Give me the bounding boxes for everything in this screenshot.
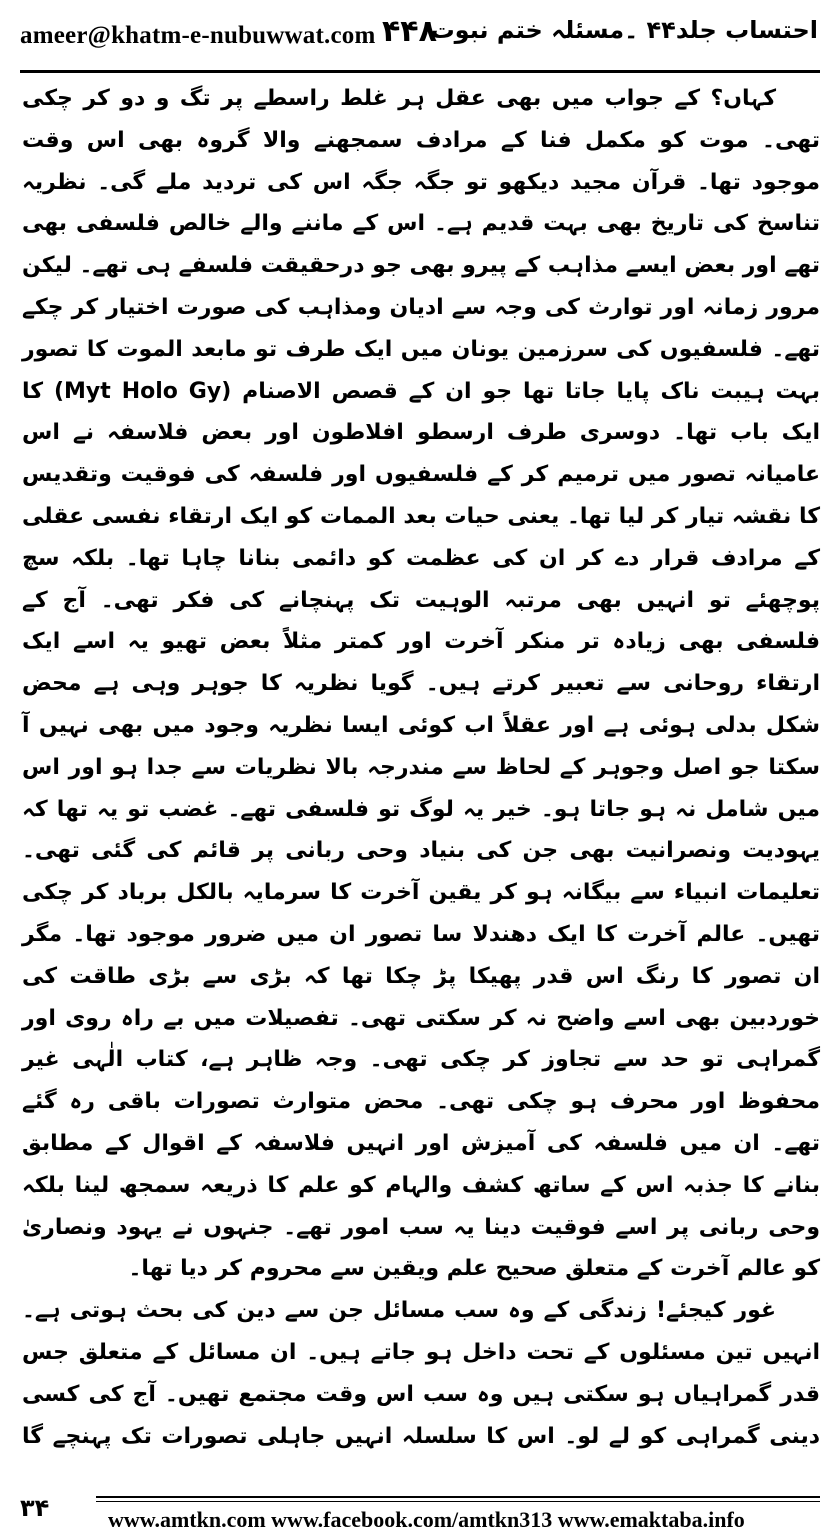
- header-title: احتساب جلد۴۴ ۔مسئلہ ختم نبوت: [430, 16, 818, 44]
- page-footer: [0, 1488, 840, 1540]
- footer-page-number: ۳۴: [20, 1494, 50, 1522]
- header-email: ameer@khatm-e-nubuwwat.com: [20, 22, 376, 49]
- header-page-number: ۴۴۸: [382, 14, 437, 49]
- footer-divider: [96, 1496, 820, 1498]
- page-header: [0, 0, 840, 78]
- paragraph-2: غور کیجئے! زندگی کے وہ سب مسائل جن سے دین کی بحث ہوتی ہے۔ انہیں تین مسئلوں کے تحت داخل ہو جاتے ہیں۔ ان مسائل کے متعلق جس قدر گمراہیاں ہو سکتی ہیں وہ سب اس وقت مجتمع تھیں۔ آج کی کسی دینی گمراہی کو لے لو۔ اس کا سلسلہ انہیں جاہلی تصورات تک پہنچے گا: [22, 1298, 821, 1449]
- header-divider: [20, 70, 820, 73]
- paragraph-1: کہاں؟ کے جواب میں بھی عقل ہر غلط راسطے پر تگ و دو کر چکی تھی۔ موت کو مکمل فنا کے مرادف سمجھنے والا گروہ بھی اس وقت موجود تھا۔ قرآن مجید دیکھو تو جگہ جگہ اس کی تردید ملے گی۔ نظریہ تناسخ کی تاریخ بھی بہت قدیم ہے۔ اس کے ماننے والے خالص فلسفی بھی تھے اور بعض ایسے مذاہب کے پیرو بھی جو درحقیقت فلسفے ہی تھے۔ لیکن مرور زمانہ اور توارث کی وجہ سے ادیان ومذاہب کی صورت اختیار کر چکے تھے۔ فلسفیوں کی سرزمین یونان میں ایک طرف تو مابعد الموت کا تصور بہت ہیبت ناک پایا جاتا تھا جو ان کے قصص الاصنام (Myt Holo Gy) کا ایک باب تھا۔ دوسری طرف ارسطو افلاطون اور بعض فلاسفہ نے اس عامیانہ تصور میں ترمیم کر کے فلسفیوں اور فلسفہ کی فوقیت وتقدیس کا نقشہ تیار کر لیا تھا۔ یعنی حیات بعد الممات کو ایک ارتقاء نفسی عقلی کے مرادف قرار دے کر ان کی عظمت کو دائمی بنانا چاہا تھا۔ بلکہ سچ پوچھئے تو انہیں بھی مرتبہ الوہیت تک پہنچانے کی فکر تھی۔ آج کے فلسفی بھی زیادہ تر منکر آخرت اور کمتر مثلاً بعض تھیو یہ اسے ایک ارتقاء روحانی سے تعبیر کرتے ہیں۔ گویا نظریہ کا جوہر وہی ہے محض شکل بدلی ہوئی ہے اور عقلاً اب کوئی ایسا نظریہ وجود میں بھی نہیں آ سکتا جو اصل وجوہر کے لحاظ سے مندرجہ بالا نظریات سے جدا ہو اور اس میں شامل نہ ہو جاتا ہو۔ خیر یہ لوگ تو فلسفی تھے۔ غضب تو یہ تھا کہ یہودیت ونصرانیت بھی جن کی بنیاد وحی ربانی پر قائم کی گئی تھی۔ تعلیمات انبیاء سے بیگانہ ہو کر یقین آخرت کا سرمایہ بالکل برباد کر چکی تھیں۔ عالم آخرت کا ایک دھندلا سا تصور ان میں ضرور موجود تھا۔ مگر ان تصور کا رنگ اس قدر پھیکا پڑ چکا تھا کہ بڑی سے بڑی طاقت کی خوردبین بھی اسے واضح نہ کر سکتی تھی۔ تفصیلات میں بے راہ روی اور گمراہی تو حد سے تجاوز کر چکی تھی۔ وجہ ظاہر ہے، کتاب الٰہی غیر محفوظ اور محرف ہو چکی تھی۔ محض متوارث تصورات باقی رہ گئے تھے۔ ان میں فلسفہ کی آمیزش اور انہیں فلاسفہ کے اقوال کے مطابق بنانے کا جذبہ اس کے ساتھ کشف والہام کو علم کا ذریعہ سمجھ لینا بلکہ وحی ربانی پر اسے فوقیت دینا یہ سب امور تھے۔ جنہوں نے یہود ونصاریٰ کو عالم آخرت کے متعلق صحیح علم ویقین سے محروم کر دیا تھا۔: [22, 86, 820, 1282]
- footer-links: www.amtkn.com www.facebook.com/amtkn313 www.emaktaba.info: [108, 1507, 745, 1532]
- footer-divider-thin: [96, 1501, 820, 1502]
- body-text: [22, 78, 820, 1457]
